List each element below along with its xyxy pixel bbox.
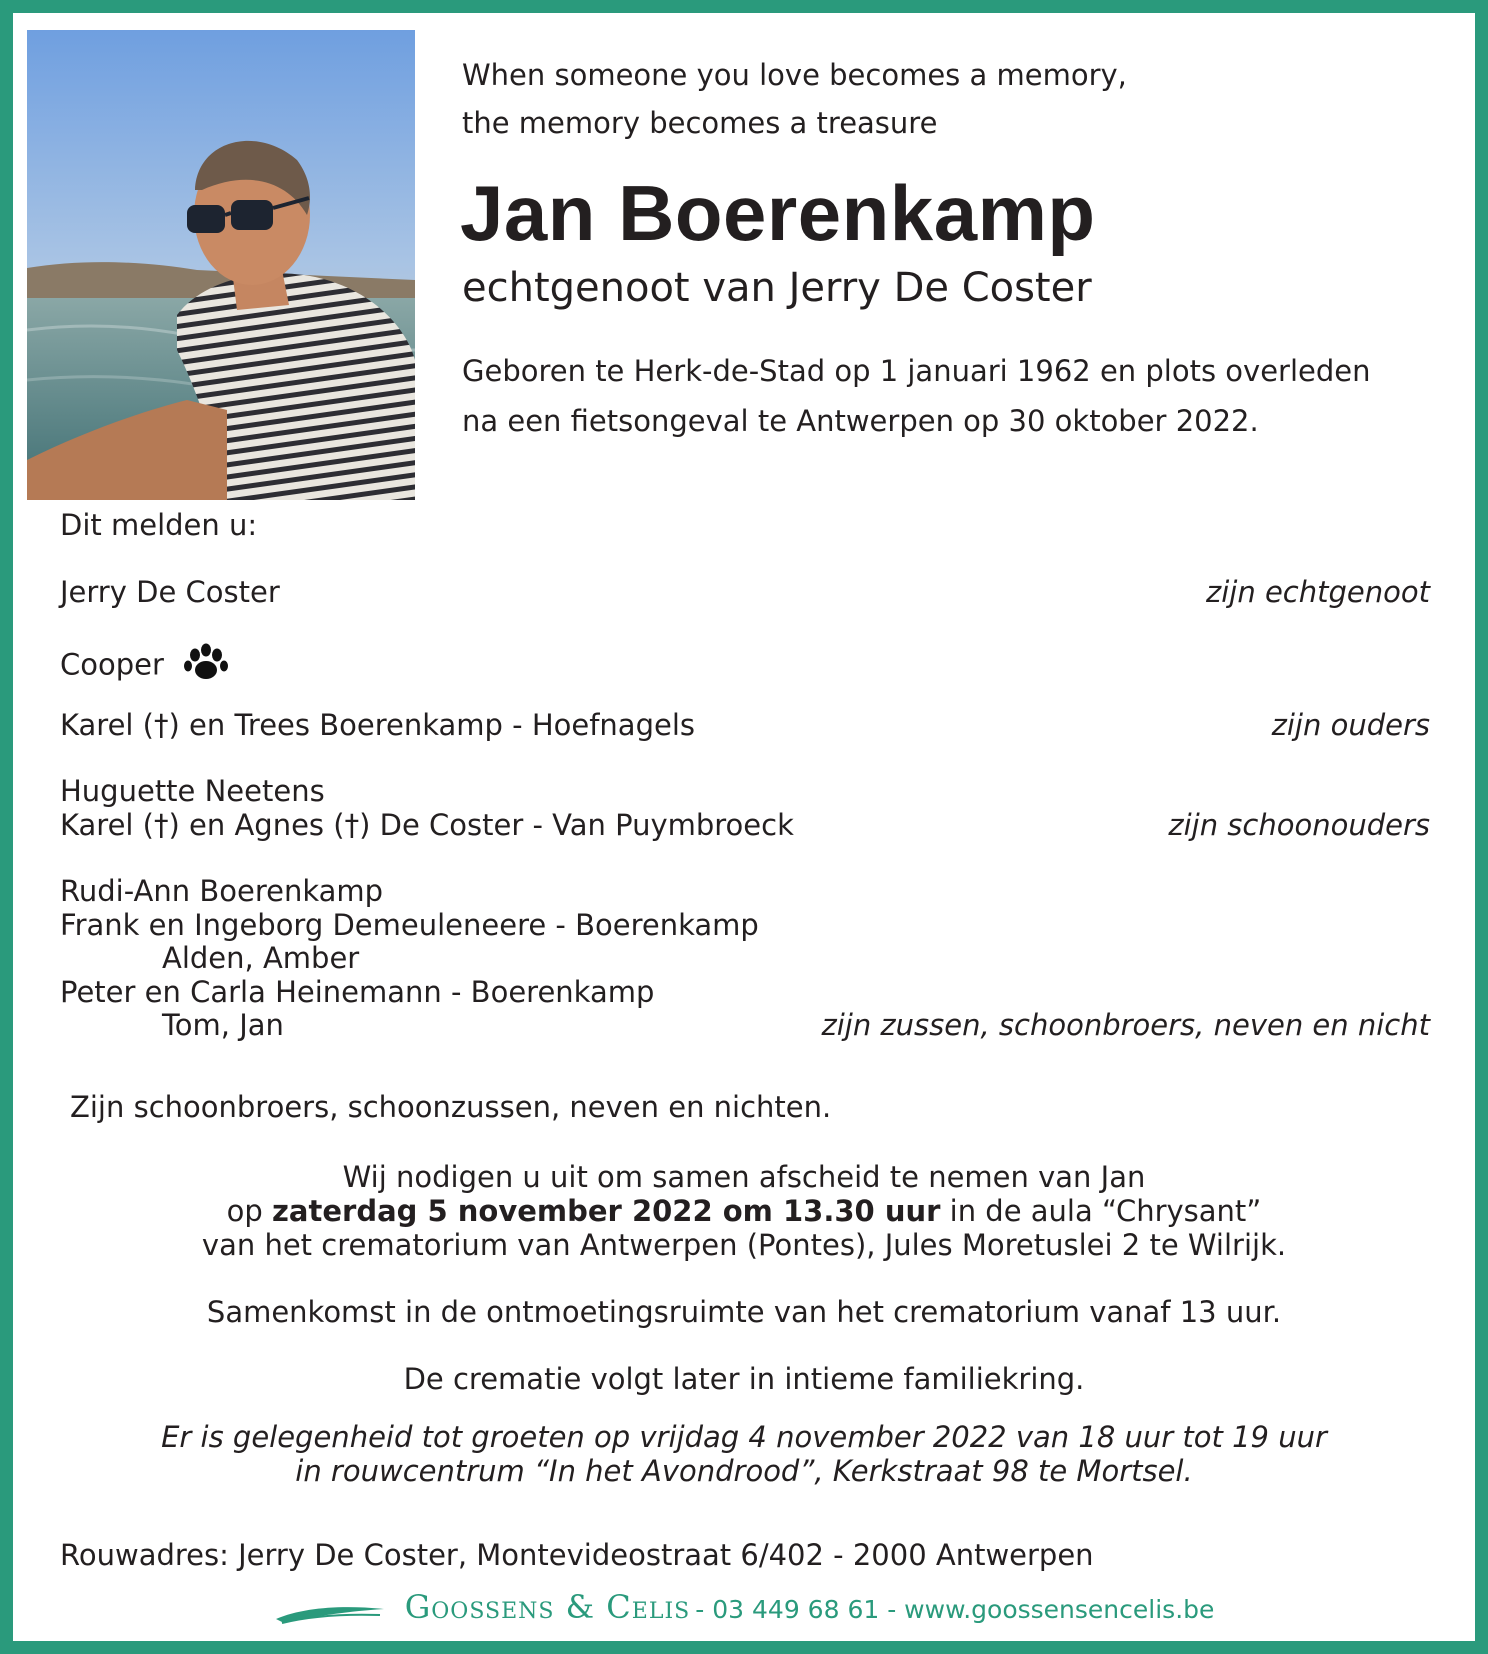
pet-name: Cooper bbox=[60, 647, 164, 682]
portrait-photo bbox=[27, 30, 415, 500]
parents-names: Karel (†) en Trees Boerenkamp - Hoefnagels bbox=[60, 708, 695, 742]
sibling-3-children: Tom, Jan bbox=[162, 1008, 284, 1042]
sibling-2-children: Alden, Amber bbox=[162, 941, 360, 975]
inlaws-relation: zijn schoonouders bbox=[1168, 808, 1430, 842]
funeral-home-footer bbox=[0, 1588, 1488, 1627]
contact-info[interactable]: - 03 449 68 61 - www.goossensencelis.be bbox=[695, 1595, 1215, 1624]
ceremony-date: zaterdag 5 november 2022 om 13.30 uur bbox=[272, 1194, 941, 1228]
visitation-line-1: Er is gelegenheid tot groeten op vrijdag 4 november 2022 van 18 uur tot 19 uur bbox=[161, 1420, 1327, 1454]
parents-relation: zijn ouders bbox=[1271, 708, 1430, 742]
deceased-name: Jan Boerenkamp bbox=[460, 169, 1096, 257]
sibling-2: Frank en Ingeborg Demeuleneere - Boerenkamp bbox=[60, 908, 759, 942]
brand-name: Goossens & Celis bbox=[404, 1588, 691, 1626]
gathering-text: Samenkomst in de ontmoetingsruimte van het crematorium vanaf 13 uur. bbox=[206, 1295, 1282, 1329]
cremation-text: De crematie volgt later in intieme familiekring. bbox=[403, 1362, 1085, 1396]
invitation-line-3: van het crematorium van Antwerpen (Pontes), Jules Moretuslei 2 te Wilrijk. bbox=[201, 1228, 1287, 1262]
pet-line bbox=[60, 640, 229, 693]
siblings-relation: zijn zussen, schoonbroers, neven en nicht bbox=[821, 1008, 1430, 1042]
born-line-2: na een fietsongeval te Antwerpen op 30 oktober 2022. bbox=[462, 404, 1259, 438]
intro-text: Dit melden u: bbox=[60, 508, 258, 542]
sibling-3: Peter en Carla Heinemann - Boerenkamp bbox=[60, 975, 655, 1009]
inlaw-name-2: Karel (†) en Agnes (†) De Coster - Van Puymbroeck bbox=[60, 808, 794, 842]
inlaw-name-1: Huguette Neetens bbox=[60, 774, 325, 808]
spouse-line: echtgenoot van Jerry De Coster bbox=[462, 265, 1092, 311]
invitation-line-1: Wij nodigen u uit om samen afscheid te nemen van Jan bbox=[342, 1160, 1146, 1194]
quote-line-1: When someone you love becomes a memory, bbox=[462, 58, 1127, 92]
quote-line-2: the memory becomes a treasure bbox=[462, 106, 938, 140]
spouse-name: Jerry De Coster bbox=[60, 575, 280, 609]
spouse-relation: zijn echtgenoot bbox=[1206, 575, 1430, 609]
paw-icon bbox=[183, 640, 229, 693]
brand-logo-icon bbox=[274, 1601, 386, 1627]
sibling-1: Rudi-Ann Boerenkamp bbox=[60, 874, 384, 908]
born-line-1: Geboren te Herk-de-Stad op 1 januari 1962 en plots overleden bbox=[462, 354, 1371, 388]
mourning-address: Rouwadres: Jerry De Coster, Montevideostraat 6/402 - 2000 Antwerpen bbox=[60, 1538, 1094, 1572]
extended-family: Zijn schoonbroers, schoonzussen, neven en nichten. bbox=[70, 1090, 832, 1124]
visitation-line-2: in rouwcentrum “In het Avondrood”, Kerkstraat 98 te Mortsel. bbox=[295, 1454, 1193, 1488]
invitation-line-2: op zaterdag 5 november 2022 om 13.30 uur in de aula “Chrysant” bbox=[226, 1194, 1262, 1228]
